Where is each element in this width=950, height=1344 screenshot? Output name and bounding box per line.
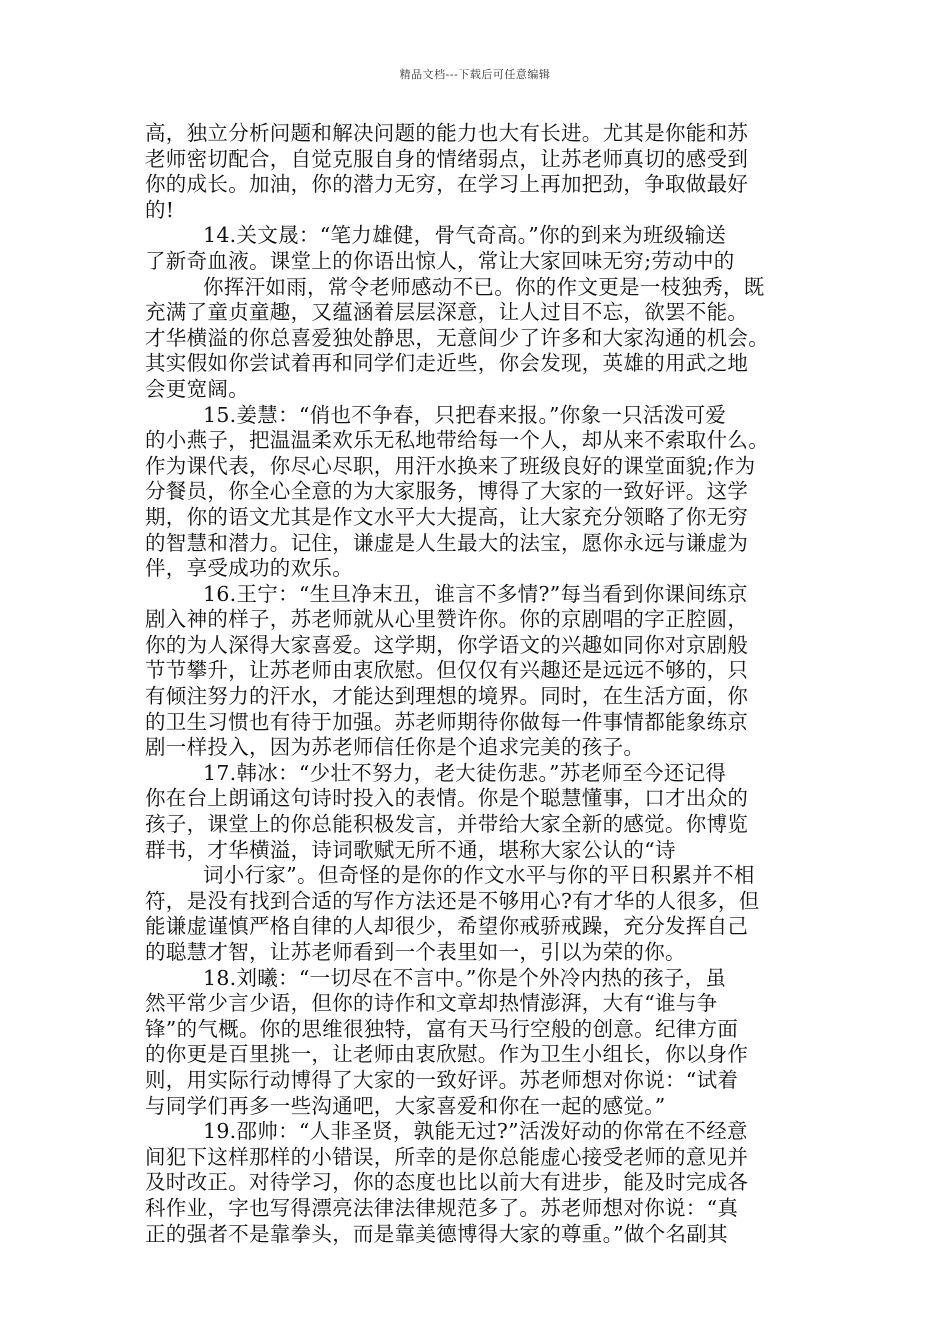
text-line: 的卫生习惯也有待于加强。苏老师期待你做每一件事情都能象练京: [145, 709, 749, 734]
paragraph-first-line: 你挥汗如雨，常令老师感动不已。你的作文更是一枝独秀，既: [203, 274, 765, 299]
text-line: 间犯下这样那样的小错误，所幸的是你总能虚心接受老师的意见并: [145, 1144, 749, 1169]
text-line: 分餐员，你全心全意的为大家服务，博得了大家的一致好评。这学: [145, 479, 749, 504]
text-line: 才华横溢的你总喜爱独处静思，无意间少了许多和大家沟通的机会。: [145, 325, 769, 350]
text-line: 的!: [145, 197, 175, 222]
paragraph-first-line: 16.王宁：“生旦净末丑，谁言不多情?”每当看到你课间练京: [203, 581, 748, 606]
text-line: 的你更是百里挑一，让老师由衷欣慰。作为卫生小组长，你以身作: [145, 1042, 749, 1067]
text-line: 其实假如你尝试着再和同学们走近些，你会发现，英雄的用武之地: [145, 351, 749, 376]
text-line: 锋”的气概。你的思维很独特，富有天马行空般的创意。纪律方面: [145, 1016, 739, 1041]
text-line: 期，你的语文尤其是作文水平大大提高，让大家充分领略了你无穷: [145, 504, 749, 529]
paragraph-first-line: 18.刘曦：“一切尽在不言中。”你是个外冷内热的孩子，虽: [203, 965, 727, 990]
text-line: 群书，才华横溢，诗词歌赋无所不通，堪称大家公认的“诗: [145, 837, 676, 862]
text-line: 老师密切配合，自觉克服自身的情绪弱点，让苏老师真切的感受到: [145, 146, 749, 171]
text-line: 然平常少言少语，但你的诗作和文章却热情澎湃，大有“谁与争: [145, 991, 718, 1016]
text-line: 剧一样投入，因为苏老师信任你是个追求完美的孩子。: [145, 735, 645, 760]
text-line: 了新奇血液。课堂上的你语出惊人，常让大家回味无穷;劳动中的: [145, 248, 735, 273]
text-line: 伴，享受成功的欢乐。: [145, 556, 353, 581]
text-line: 能谦虚谨慎严格自律的人却很少，希望你戒骄戒躁，充分发挥自己: [145, 914, 749, 939]
text-line: 你在台上朗诵这句诗时投入的表情。你是个聪慧懂事，口才出众的: [145, 786, 749, 811]
document-body: [145, 121, 815, 1247]
text-line: 则，用实际行动博得了大家的一致好评。苏老师想对你说：“试着: [145, 1067, 739, 1092]
paragraph-first-line: 17.韩冰：“少壮不努力，老大徒伤悲。”苏老师至今还记得: [203, 760, 727, 785]
text-line: 会更宽阔。: [145, 376, 249, 401]
text-line: 与同学们再多一些沟通吧，大家喜爱和你在一起的感觉。”: [145, 1093, 666, 1118]
text-line: 孩子，课堂上的你总能积极发言，并带给大家全新的感觉。你博览: [145, 812, 749, 837]
text-line: 的智慧和潜力。记住，谦虚是人生最大的法宝，愿你永远与谦虚为: [145, 530, 749, 555]
text-line: 有倾注努力的汗水，才能达到理想的境界。同时，在生活方面，你: [145, 684, 749, 709]
paragraph-first-line: 19.邵帅：“人非圣贤，孰能无过?”活泼好动的你常在不经意: [203, 1119, 748, 1144]
text-line: 节节攀升，让苏老师由衷欣慰。但仅仅有兴趣还是远远不够的，只: [145, 658, 749, 683]
paragraph-first-line: 词小行家”。但奇怪的是你的作文水平与你的平日积累并不相: [203, 863, 755, 888]
text-line: 你的成长。加油，你的潜力无穷，在学习上再加把劲，争取做最好: [145, 172, 749, 197]
text-line: 作为课代表，你尽心尽职，用汗水换来了班级良好的课堂面貌;作为: [145, 453, 756, 478]
text-line: 正的强者不是靠拳头，而是靠美德博得大家的尊重。”做个名副其: [145, 1221, 728, 1246]
text-line: 及时改正。对待学习，你的态度也比以前大有进步，能及时完成各: [145, 1170, 749, 1195]
text-line: 科作业，字也写得漂亮法律法律规范多了。苏老师想对你说：“真: [145, 1195, 739, 1220]
text-line: 充满了童贞童趣，又蕴涵着层层深意，让人过目不忘，欲罢不能。: [145, 300, 749, 325]
text-line: 的小燕子，把温温柔欢乐无私地带给每一个人，却从来不索取什么。: [145, 428, 769, 453]
text-line: 高，独立分析问题和解决问题的能力也大有长进。尤其是你能和苏: [145, 121, 749, 145]
text-line: 符，是没有找到合适的写作方法还是不够用心?有才华的人很多，但: [145, 888, 760, 913]
text-line: 剧入神的样子，苏老师就从心里赞许你。你的京剧唱的字正腔圆，: [145, 607, 749, 632]
paragraph-first-line: 14.关文晟：“笔力雄健，骨气奇高。”你的到来为班级输送: [203, 223, 727, 248]
paragraph-first-line: 15.姜慧：“俏也不争春，只把春来报。”你象一只活泼可爱: [203, 402, 727, 427]
text-line: 的聪慧才智，让苏老师看到一个表里如一，引以为荣的你。: [145, 940, 686, 964]
text-line: 你的为人深得大家喜爱。这学期，你学语文的兴趣如同你对京剧般: [145, 632, 749, 657]
page-header: 精品文档---下载后可任意编辑: [399, 68, 551, 81]
